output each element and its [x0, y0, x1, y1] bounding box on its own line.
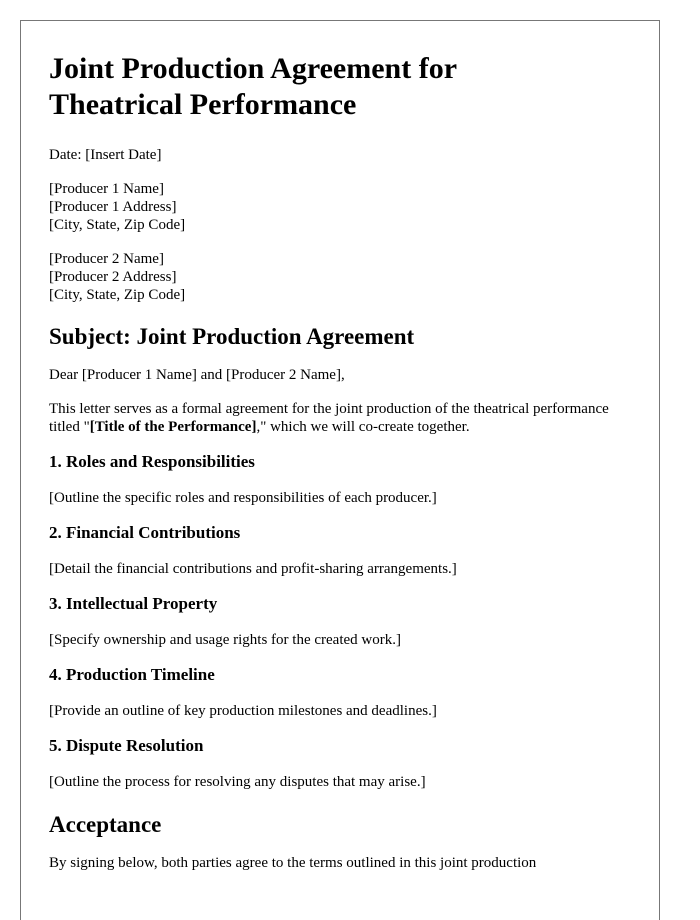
title-line-2: Theatrical Performance: [49, 88, 357, 121]
producer-1-city: [City, State, Zip Code]: [49, 217, 186, 233]
producer-2-address-block: [49, 250, 631, 304]
subject-heading: Subject: Joint Production Agreement: [49, 324, 415, 349]
performance-title-placeholder: [Title of the Performance]: [89, 419, 257, 435]
intro-text-before: This letter serves as a formal agreement for the joint production of the theatrical performance titled ": [49, 401, 609, 435]
section-body-roles: [Outline the specific roles and responsibilities of each producer.]: [49, 490, 437, 506]
producer-1-name: [Producer 1 Name]: [49, 181, 164, 197]
section-heading-timeline: 4. Production Timeline: [49, 665, 215, 684]
producer-2-address: [Producer 2 Address]: [49, 269, 177, 285]
section-heading-intellectual-property: 3. Intellectual Property: [49, 594, 218, 613]
acceptance-text: By signing below, both parties agree to the terms outlined in this joint production: [49, 855, 537, 871]
title-line-1: Joint Production Agreement for: [49, 52, 458, 85]
document-title: [49, 51, 631, 123]
letter-page: [20, 20, 660, 920]
section-body-timeline: [Provide an outline of key production milestones and deadlines.]: [49, 703, 437, 719]
section-heading-dispute: 5. Dispute Resolution: [49, 736, 204, 755]
section-heading-financial: 2. Financial Contributions: [49, 523, 241, 542]
producer-2-city: [City, State, Zip Code]: [49, 287, 186, 303]
section-body-dispute: [Outline the process for resolving any disputes that may arise.]: [49, 774, 426, 790]
section-body-financial: [Detail the financial contributions and profit-sharing arrangements.]: [49, 561, 457, 577]
intro-text-after: ," which we will co-create together.: [256, 419, 470, 435]
section-body-intellectual-property: [Specify ownership and usage rights for the created work.]: [49, 632, 401, 648]
acceptance-heading: Acceptance: [49, 812, 162, 837]
producer-1-address-block: [49, 180, 631, 234]
section-heading-roles: 1. Roles and Responsibilities: [49, 452, 255, 471]
salutation: Dear [Producer 1 Name] and [Producer 2 Name],: [49, 367, 345, 383]
producer-2-name: [Producer 2 Name]: [49, 251, 164, 267]
producer-1-address: [Producer 1 Address]: [49, 199, 177, 215]
intro-paragraph: [49, 400, 631, 436]
date-line: Date: [Insert Date]: [49, 147, 162, 163]
